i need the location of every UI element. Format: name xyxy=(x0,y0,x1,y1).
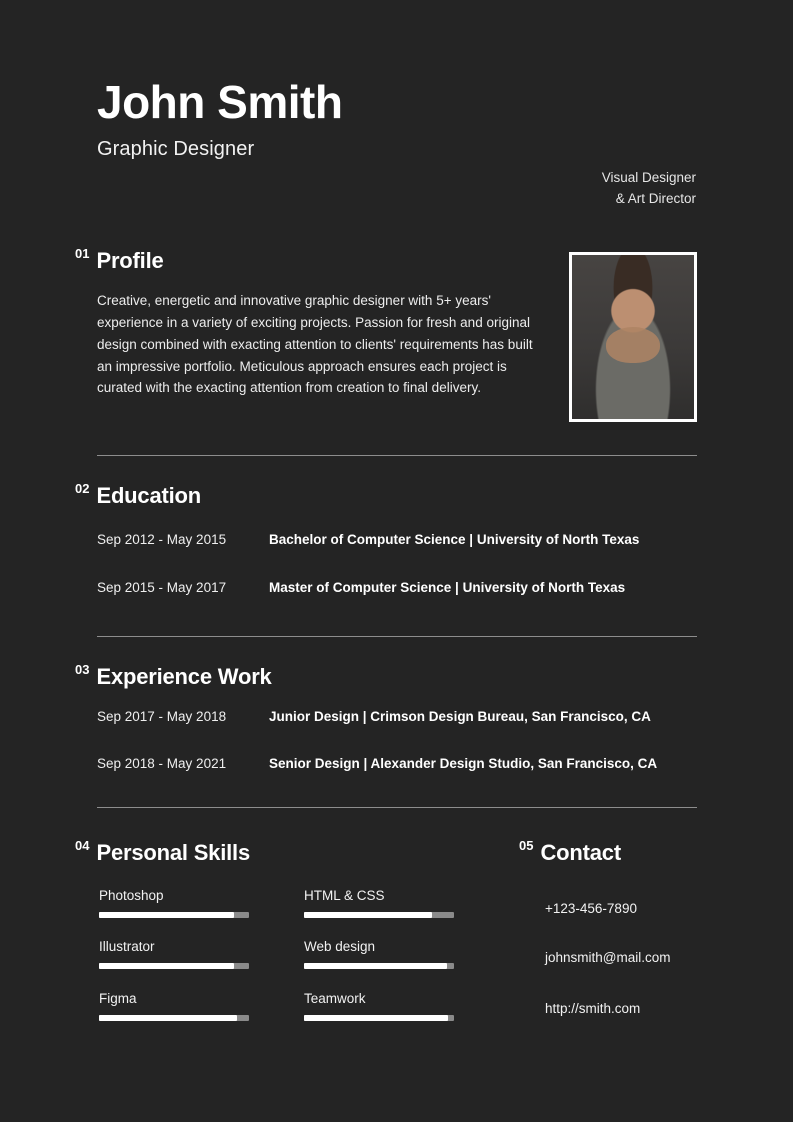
skill-progress-track xyxy=(99,963,249,969)
header-tagline xyxy=(456,168,696,210)
skill-progress-track xyxy=(99,1015,249,1021)
avatar xyxy=(569,252,697,422)
section-number: 04 xyxy=(75,838,90,853)
header xyxy=(97,78,697,161)
section-title: Experience Work xyxy=(96,664,272,689)
entry-description: Junior Design | Crimson Design Bureau, San Francisco, CA xyxy=(269,709,651,724)
contact-phone[interactable]: +123-456-7890 xyxy=(545,901,637,916)
table-row xyxy=(97,709,651,724)
skill-progress-track xyxy=(304,912,454,918)
entry-date: Sep 2018 - May 2021 xyxy=(97,756,227,771)
section-heading-experience xyxy=(75,664,272,690)
section-heading-profile xyxy=(75,248,164,274)
entry-date: Sep 2017 - May 2018 xyxy=(97,709,227,724)
entry-date: Sep 2012 - May 2015 xyxy=(97,532,227,547)
section-heading-skills xyxy=(75,840,250,866)
list-item xyxy=(304,888,454,918)
divider-2 xyxy=(97,636,697,637)
section-number: 03 xyxy=(75,662,90,677)
contact-website[interactable]: http://smith.com xyxy=(545,1001,641,1016)
profile-body-text: Creative, energetic and innovative graphic designer with 5+ years' experience in a variety of exciting projects. Passion for fresh and original design combined with exacting attention to clients' requirements has built an impressive portfolio. Meticulous approach ensures each project is curated with the exacting attention from creation to final delivery. xyxy=(97,293,533,396)
table-row xyxy=(97,580,625,595)
page-title: John Smith xyxy=(97,76,343,128)
skill-label: Illustrator xyxy=(99,939,155,954)
list-item xyxy=(304,991,454,1021)
table-row xyxy=(97,532,639,547)
skill-label: Photoshop xyxy=(99,888,164,903)
list-item xyxy=(99,888,249,918)
section-number: 02 xyxy=(75,481,90,496)
skill-label: HTML & CSS xyxy=(304,888,385,903)
skill-progress-fill xyxy=(304,912,432,918)
section-title: Contact xyxy=(540,840,621,865)
section-number: 05 xyxy=(519,838,534,853)
section-number: 01 xyxy=(75,246,90,261)
tagline-line-2: & Art Director xyxy=(615,190,696,206)
tagline-line-1: Visual Designer xyxy=(601,170,696,185)
skill-progress-fill xyxy=(99,1015,237,1021)
portrait-photo xyxy=(572,255,694,419)
contact-email[interactable]: johnsmith@mail.com xyxy=(545,950,671,965)
entry-description: Senior Design | Alexander Design Studio, San Francisco, CA xyxy=(269,756,658,771)
skill-progress-fill xyxy=(304,963,447,969)
list-item xyxy=(99,939,249,969)
skill-progress-track xyxy=(304,1015,454,1021)
job-title: Graphic Designer xyxy=(97,138,255,161)
skill-label: Web design xyxy=(304,939,376,954)
section-title: Education xyxy=(96,483,202,508)
section-heading-education xyxy=(75,483,201,509)
skill-progress-track xyxy=(99,912,249,918)
skill-progress-fill xyxy=(304,1015,448,1021)
list-item xyxy=(304,939,454,969)
skill-label: Teamwork xyxy=(304,991,366,1006)
skill-progress-fill xyxy=(99,912,234,918)
skill-progress-fill xyxy=(99,963,234,969)
divider-1 xyxy=(97,455,697,456)
section-heading-contact xyxy=(519,840,621,866)
table-row xyxy=(97,756,657,771)
skill-progress-track xyxy=(304,963,454,969)
entry-date: Sep 2015 - May 2017 xyxy=(97,580,227,595)
entry-description: Bachelor of Computer Science | University of North Texas xyxy=(269,532,640,547)
entry-description: Master of Computer Science | University of North Texas xyxy=(269,580,626,595)
divider-3 xyxy=(97,807,697,808)
skill-label: Figma xyxy=(99,991,137,1006)
list-item xyxy=(99,991,249,1021)
section-title: Personal Skills xyxy=(96,840,250,865)
section-title: Profile xyxy=(96,248,164,273)
